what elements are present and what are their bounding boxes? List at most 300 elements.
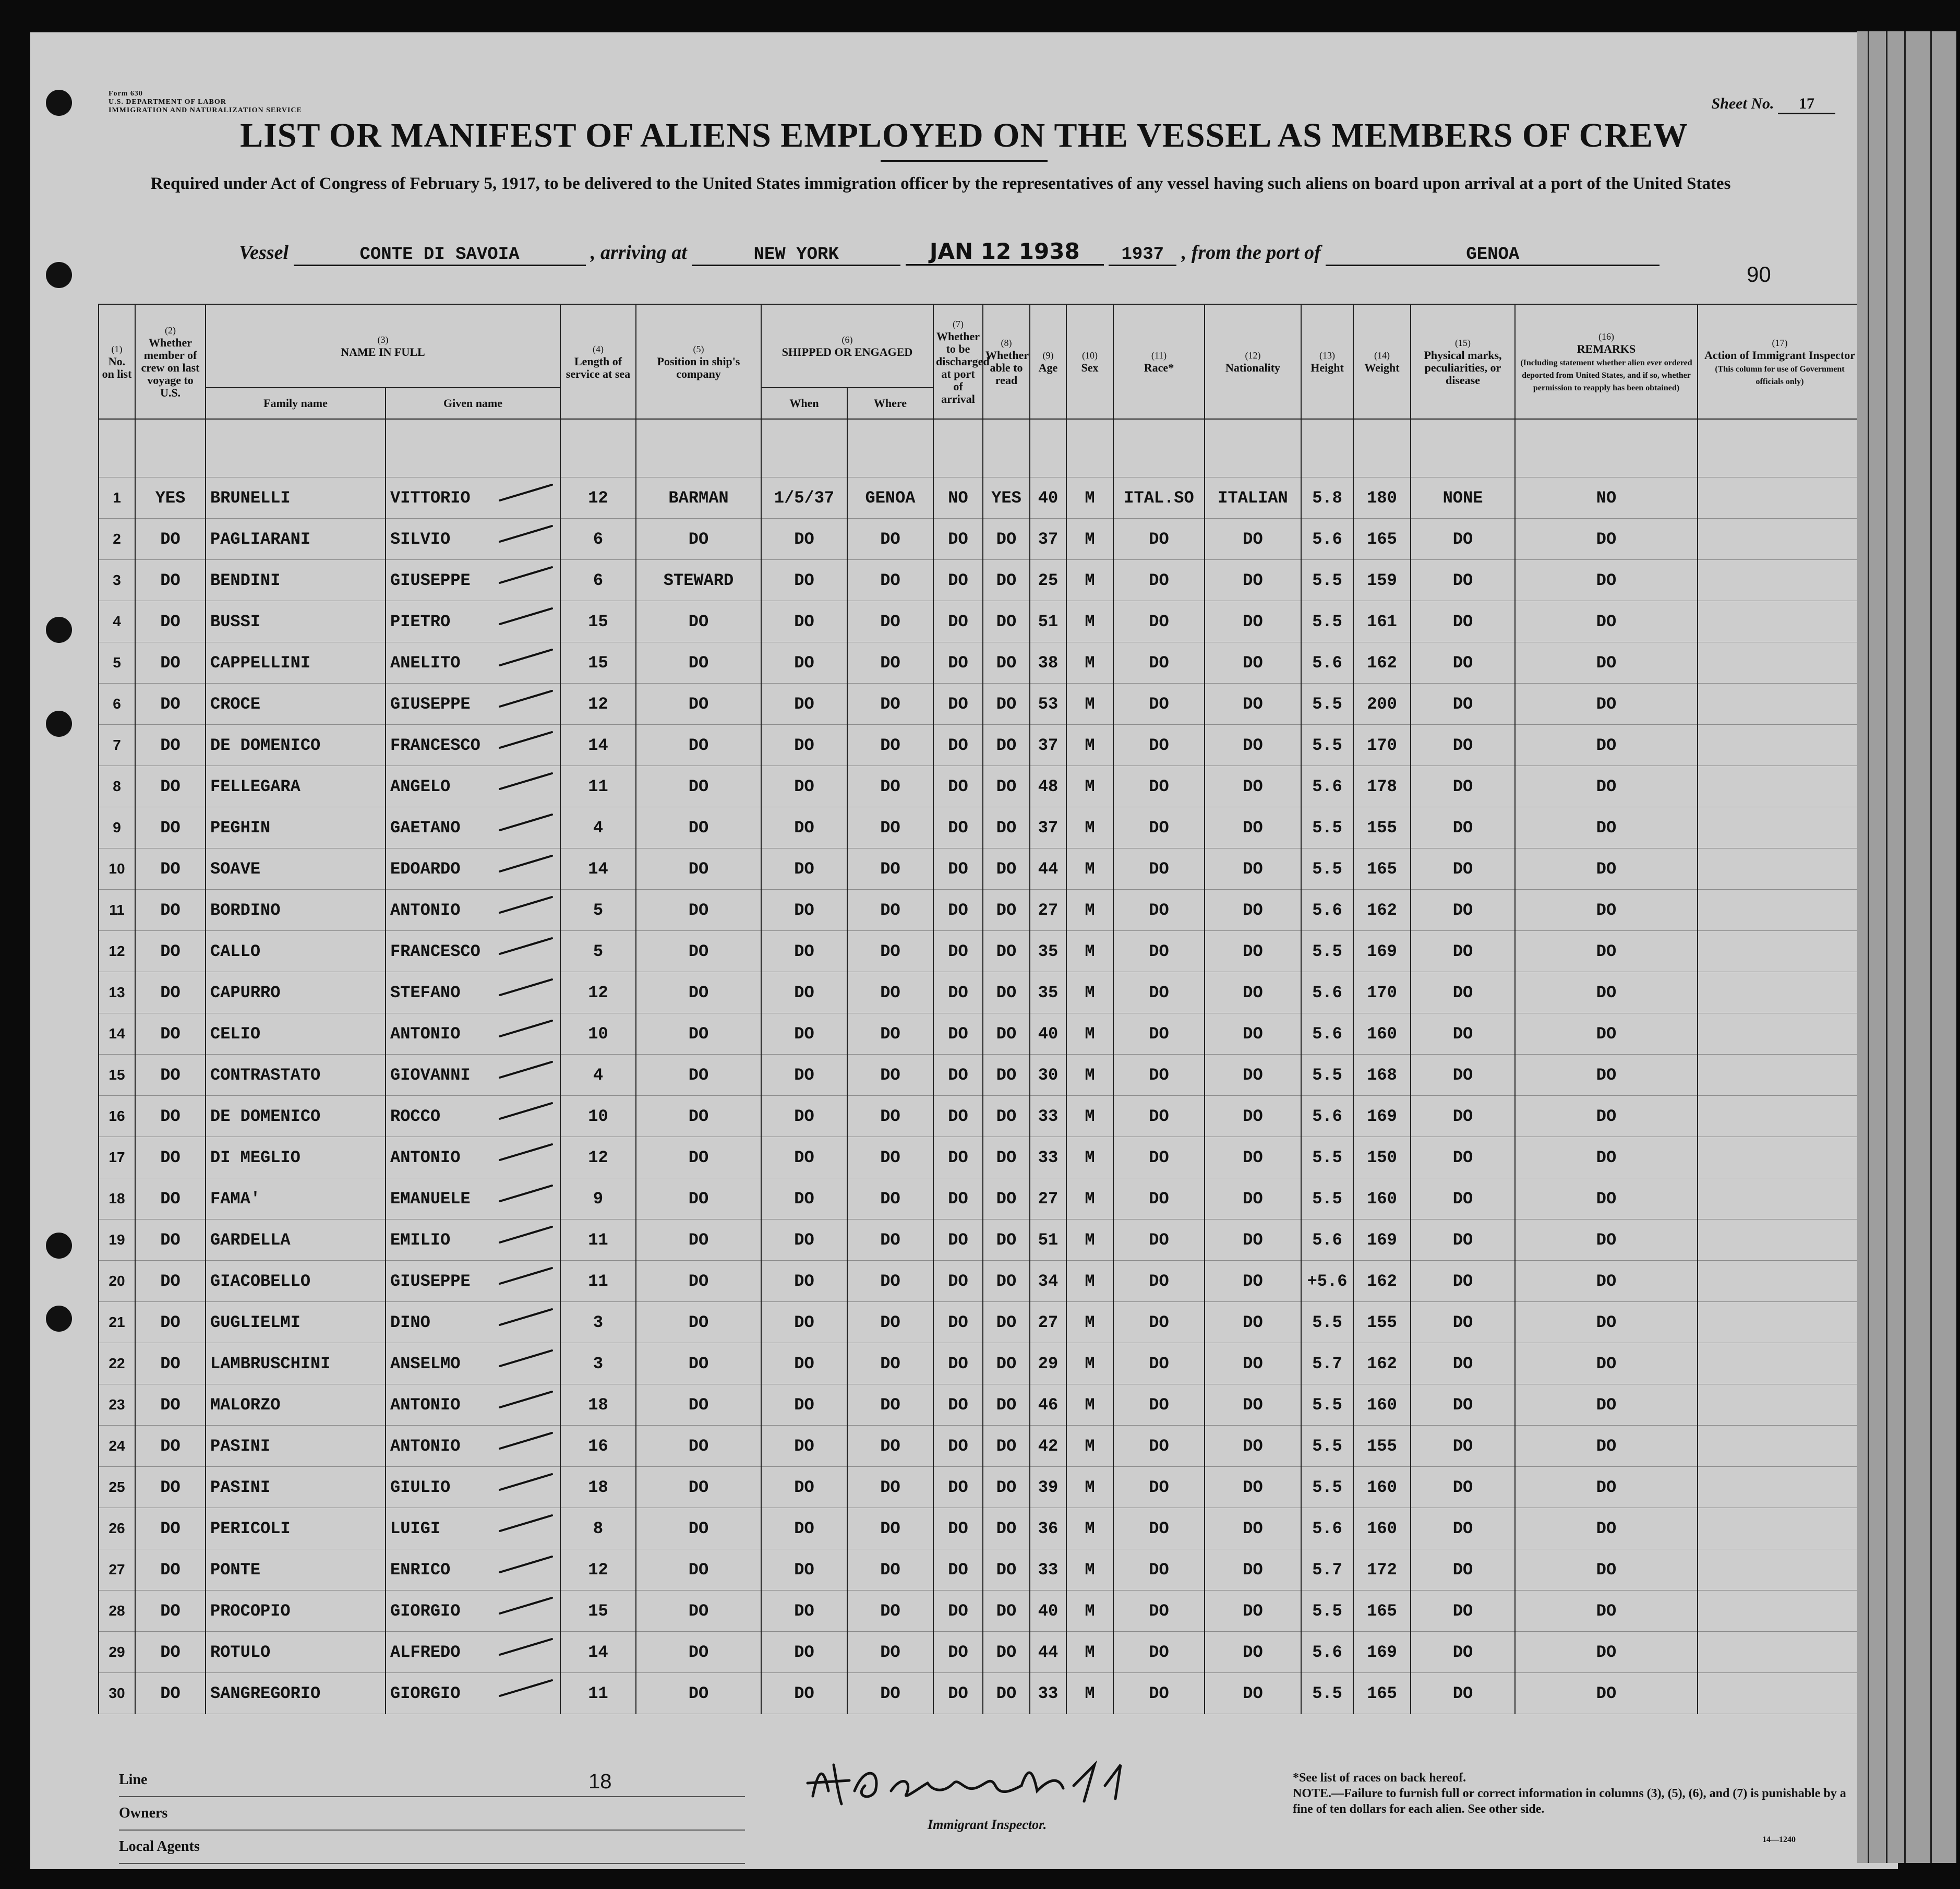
cell-age: 34 <box>1030 1261 1066 1302</box>
cell-sex: M <box>1066 519 1113 560</box>
col-label: Race* <box>1144 361 1174 374</box>
cell-length-of-service: 4 <box>560 1055 636 1096</box>
cell-sex: M <box>1066 1591 1113 1632</box>
cell-inspector-action <box>1698 1302 1862 1343</box>
col-label: SHIPPED OR ENGAGED <box>781 345 913 358</box>
cell-sex: M <box>1066 1632 1113 1673</box>
cell-shipped-where: DO <box>847 1096 933 1137</box>
cell-family-name: CROCE <box>206 684 386 725</box>
col-number: (16) <box>1598 331 1614 342</box>
col-header-14 <box>1353 304 1411 419</box>
cell-height: 5.6 <box>1301 1013 1353 1055</box>
cell-inspector-action <box>1698 890 1862 931</box>
cell-discharged: DO <box>933 931 983 972</box>
cell-position: DO <box>636 1220 761 1261</box>
cell-sex: M <box>1066 1013 1113 1055</box>
cell-last-voyage: DO <box>135 1673 206 1714</box>
cell-nationality: DO <box>1205 560 1301 601</box>
cell-length-of-service: 12 <box>560 477 636 519</box>
col-label: Length of service at sea <box>566 355 631 380</box>
cell-nationality: DO <box>1205 1096 1301 1137</box>
cell-race: DO <box>1113 1632 1205 1673</box>
col-header-15 <box>1411 304 1515 419</box>
cell-age: 44 <box>1030 848 1066 890</box>
cell-nationality: DO <box>1205 1302 1301 1343</box>
cell-inspector-action <box>1698 1508 1862 1549</box>
cell-able-to-read: DO <box>983 1508 1030 1549</box>
cell-given-name: PIETRO <box>386 601 560 642</box>
table-row <box>99 848 1862 890</box>
cell-row-number: 29 <box>99 1632 135 1673</box>
penalty-note: NOTE.—Failure to furnish full or correct information in columns (3), (5), (6), and (7) is punishable by a fine of ten dollars for each alien. See other side. <box>1293 1787 1846 1816</box>
col-label: Weight <box>1364 361 1400 374</box>
cell-shipped-when: DO <box>761 1343 847 1384</box>
cell-nationality: DO <box>1205 1261 1301 1302</box>
cell-remarks: DO <box>1515 560 1698 601</box>
cell-race: DO <box>1113 766 1205 807</box>
form-number: Form 630 <box>109 90 143 98</box>
cell-sex: M <box>1066 1137 1113 1178</box>
cell-length-of-service: 5 <box>560 931 636 972</box>
cell-discharged: DO <box>933 601 983 642</box>
cell-remarks: DO <box>1515 1467 1698 1508</box>
cell-position: DO <box>636 642 761 684</box>
cell-age: 29 <box>1030 1343 1066 1384</box>
cell-last-voyage: DO <box>135 848 206 890</box>
cell-shipped-when: DO <box>761 1013 847 1055</box>
cell-length-of-service: 12 <box>560 684 636 725</box>
cell-row-number: 10 <box>99 848 135 890</box>
cell-physical-marks: DO <box>1411 519 1515 560</box>
cell-inspector-action <box>1698 519 1862 560</box>
cell-shipped-when: DO <box>761 519 847 560</box>
cell-race: DO <box>1113 642 1205 684</box>
cell-discharged: NO <box>933 477 983 519</box>
table-row <box>99 972 1862 1013</box>
cell-last-voyage: DO <box>135 766 206 807</box>
cell-length-of-service: 15 <box>560 1591 636 1632</box>
cell-nationality: ITALIAN <box>1205 477 1301 519</box>
cell-last-voyage: DO <box>135 1220 206 1261</box>
col-header-9 <box>1030 304 1066 419</box>
cell-age: 40 <box>1030 1591 1066 1632</box>
table-row <box>99 1508 1862 1549</box>
cell-able-to-read: DO <box>983 1549 1030 1591</box>
cell-race: DO <box>1113 1137 1205 1178</box>
cell-shipped-where: DO <box>847 931 933 972</box>
cell-shipped-where: DO <box>847 1343 933 1384</box>
cell-row-number: 11 <box>99 890 135 931</box>
cell-last-voyage: DO <box>135 1013 206 1055</box>
cell-shipped-when: DO <box>761 1426 847 1467</box>
vessel-label: Vessel <box>239 242 288 264</box>
cell-race: DO <box>1113 1055 1205 1096</box>
cell-last-voyage: DO <box>135 519 206 560</box>
cell-position: DO <box>636 890 761 931</box>
col-header-4 <box>560 304 636 419</box>
cell-sex: M <box>1066 848 1113 890</box>
table-row <box>99 1302 1862 1343</box>
cell-physical-marks: DO <box>1411 1096 1515 1137</box>
cell-length-of-service: 3 <box>560 1343 636 1384</box>
cell-weight: 161 <box>1353 601 1411 642</box>
cell-weight: 170 <box>1353 972 1411 1013</box>
cell-shipped-when: DO <box>761 642 847 684</box>
cell-shipped-when: DO <box>761 684 847 725</box>
cell-physical-marks: DO <box>1411 1013 1515 1055</box>
cell-discharged: DO <box>933 1055 983 1096</box>
cell-physical-marks: DO <box>1411 1632 1515 1673</box>
cell-age: 33 <box>1030 1096 1066 1137</box>
col-note: (Including statement whether alien ever ordered deported from United States, and if so, whether permission to reapply has been obtained) <box>1520 358 1692 392</box>
cell-last-voyage: DO <box>135 1261 206 1302</box>
cell-able-to-read: DO <box>983 931 1030 972</box>
cell-last-voyage: DO <box>135 1467 206 1508</box>
cell-discharged: DO <box>933 848 983 890</box>
cell-height: 5.5 <box>1301 1137 1353 1178</box>
title-rule <box>881 160 1048 162</box>
col-number: (12) <box>1245 350 1261 361</box>
cell-nationality: DO <box>1205 931 1301 972</box>
year: 1937 <box>1109 245 1176 266</box>
col-header-13 <box>1301 304 1353 419</box>
cell-age: 36 <box>1030 1508 1066 1549</box>
cell-discharged: DO <box>933 1261 983 1302</box>
cell-weight: 180 <box>1353 477 1411 519</box>
col-label: Age <box>1038 361 1058 374</box>
cell-shipped-when: 1/5/37 <box>761 477 847 519</box>
cell-family-name: FAMA' <box>206 1178 386 1220</box>
cell-able-to-read: DO <box>983 766 1030 807</box>
cell-remarks: DO <box>1515 519 1698 560</box>
cell-nationality: DO <box>1205 1384 1301 1426</box>
cell-discharged: DO <box>933 519 983 560</box>
cell-row-number: 17 <box>99 1137 135 1178</box>
table-row <box>99 807 1862 848</box>
cell-height: 5.5 <box>1301 1591 1353 1632</box>
cell-shipped-when: DO <box>761 1508 847 1549</box>
cell-age: 25 <box>1030 560 1066 601</box>
cell-row-number: 16 <box>99 1096 135 1137</box>
cell-discharged: DO <box>933 1343 983 1384</box>
table-row <box>99 560 1862 601</box>
cell-shipped-where: DO <box>847 1508 933 1549</box>
check-mark <box>497 1554 555 1575</box>
cell-last-voyage: DO <box>135 1632 206 1673</box>
cell-given-name: VITTORIO <box>386 477 560 519</box>
cell-last-voyage: DO <box>135 560 206 601</box>
cell-last-voyage: DO <box>135 684 206 725</box>
check-mark <box>497 1018 555 1039</box>
col-header-2 <box>135 304 206 419</box>
cell-family-name: CALLO <box>206 931 386 972</box>
date-stamp: JAN 12 1938 <box>906 238 1104 266</box>
cell-given-name: ANGELO <box>386 766 560 807</box>
cell-given-name: GIOVANNI <box>386 1055 560 1096</box>
cell-remarks: DO <box>1515 766 1698 807</box>
inspector-label: Immigrant Inspector. <box>928 1817 1047 1832</box>
cell-length-of-service: 15 <box>560 601 636 642</box>
cell-height: 5.8 <box>1301 477 1353 519</box>
cell-shipped-where: GENOA <box>847 477 933 519</box>
check-mark <box>497 771 555 792</box>
cell-given-name: EMILIO <box>386 1220 560 1261</box>
col-number: (1) <box>111 344 123 354</box>
cell-nationality: DO <box>1205 1055 1301 1096</box>
check-mark <box>497 1348 555 1369</box>
cell-last-voyage: DO <box>135 972 206 1013</box>
cell-physical-marks: DO <box>1411 601 1515 642</box>
cell-position: DO <box>636 519 761 560</box>
cell-weight: 169 <box>1353 1632 1411 1673</box>
cell-sex: M <box>1066 931 1113 972</box>
check-mark <box>497 482 555 503</box>
cell-last-voyage: DO <box>135 1178 206 1220</box>
cell-age: 38 <box>1030 642 1066 684</box>
cell-sex: M <box>1066 1426 1113 1467</box>
col-number: (5) <box>693 344 704 354</box>
col-label: Sex <box>1081 361 1099 374</box>
cell-family-name: GUGLIELMI <box>206 1302 386 1343</box>
table-row <box>99 725 1862 766</box>
race-note: *See list of races on back hereof. <box>1293 1771 1466 1785</box>
cell-remarks: DO <box>1515 1508 1698 1549</box>
cell-given-name: ANELITO <box>386 642 560 684</box>
binder-hole <box>46 711 72 737</box>
cell-age: 27 <box>1030 1302 1066 1343</box>
cell-length-of-service: 6 <box>560 519 636 560</box>
cell-discharged: DO <box>933 1384 983 1426</box>
col-number: (9) <box>1042 350 1054 361</box>
cell-nationality: DO <box>1205 1426 1301 1467</box>
cell-shipped-where: DO <box>847 1055 933 1096</box>
cell-physical-marks: DO <box>1411 1426 1515 1467</box>
cell-weight: 169 <box>1353 1096 1411 1137</box>
cell-last-voyage: DO <box>135 1591 206 1632</box>
table-row <box>99 1055 1862 1096</box>
cell-given-name: ENRICO <box>386 1549 560 1591</box>
cell-shipped-where: DO <box>847 1384 933 1426</box>
cell-height: 5.5 <box>1301 1426 1353 1467</box>
cell-race: DO <box>1113 1261 1205 1302</box>
crew-manifest-table <box>98 304 1862 1714</box>
cell-row-number: 6 <box>99 684 135 725</box>
cell-position: STEWARD <box>636 560 761 601</box>
cell-shipped-where: DO <box>847 725 933 766</box>
cell-age: 42 <box>1030 1426 1066 1467</box>
cell-physical-marks: DO <box>1411 1261 1515 1302</box>
cell-length-of-service: 14 <box>560 725 636 766</box>
cell-given-name: STEFANO <box>386 972 560 1013</box>
cell-remarks: DO <box>1515 807 1698 848</box>
cell-inspector-action <box>1698 560 1862 601</box>
cell-age: 30 <box>1030 1055 1066 1096</box>
cell-race: DO <box>1113 601 1205 642</box>
cell-discharged: DO <box>933 807 983 848</box>
cell-inspector-action <box>1698 1384 1862 1426</box>
cell-sex: M <box>1066 684 1113 725</box>
col-number: (17) <box>1772 338 1788 348</box>
cell-position: DO <box>636 1261 761 1302</box>
cell-row-number: 3 <box>99 560 135 601</box>
check-mark <box>497 523 555 544</box>
cell-height: 5.5 <box>1301 1384 1353 1426</box>
cell-row-number: 18 <box>99 1178 135 1220</box>
cell-physical-marks: DO <box>1411 1508 1515 1549</box>
cell-position: DO <box>636 766 761 807</box>
cell-last-voyage: DO <box>135 807 206 848</box>
cell-inspector-action <box>1698 1343 1862 1384</box>
cell-last-voyage: DO <box>135 1096 206 1137</box>
cell-given-name: FRANCESCO <box>386 725 560 766</box>
cell-last-voyage: DO <box>135 890 206 931</box>
sheet-number-value: 17 <box>1778 95 1835 114</box>
cell-sex: M <box>1066 972 1113 1013</box>
cell-physical-marks: DO <box>1411 972 1515 1013</box>
table-row <box>99 477 1862 519</box>
cell-discharged: DO <box>933 725 983 766</box>
cell-position: DO <box>636 1426 761 1467</box>
cell-discharged: DO <box>933 684 983 725</box>
cell-weight: 155 <box>1353 1426 1411 1467</box>
cell-length-of-service: 3 <box>560 1302 636 1343</box>
cell-given-name: DINO <box>386 1302 560 1343</box>
cell-shipped-where: DO <box>847 972 933 1013</box>
cell-race: DO <box>1113 1013 1205 1055</box>
cell-row-number: 28 <box>99 1591 135 1632</box>
check-mark <box>497 647 555 668</box>
cell-able-to-read: DO <box>983 1384 1030 1426</box>
cell-given-name: LUIGI <box>386 1508 560 1549</box>
binder-hole <box>46 90 72 116</box>
subheader-family-name: Family name <box>206 388 386 419</box>
binder-hole <box>46 1306 72 1332</box>
cell-position: BARMAN <box>636 477 761 519</box>
cell-last-voyage: DO <box>135 1426 206 1467</box>
cell-able-to-read: DO <box>983 890 1030 931</box>
cell-family-name: BENDINI <box>206 560 386 601</box>
cell-row-number: 22 <box>99 1343 135 1384</box>
cell-discharged: DO <box>933 1302 983 1343</box>
cell-sex: M <box>1066 1220 1113 1261</box>
cell-remarks: DO <box>1515 1673 1698 1714</box>
manifest-sheet <box>30 32 1898 1869</box>
table-row <box>99 1096 1862 1137</box>
check-mark <box>497 606 555 627</box>
cell-height: 5.7 <box>1301 1343 1353 1384</box>
cell-family-name: DE DOMENICO <box>206 1096 386 1137</box>
footer-notes <box>1293 1770 1867 1817</box>
cell-family-name: SANGREGORIO <box>206 1673 386 1714</box>
cell-given-name: ANTONIO <box>386 1426 560 1467</box>
cell-given-name: EMANUELE <box>386 1178 560 1220</box>
cell-last-voyage: DO <box>135 1384 206 1426</box>
cell-physical-marks: DO <box>1411 807 1515 848</box>
cell-last-voyage: DO <box>135 642 206 684</box>
cell-inspector-action <box>1698 848 1862 890</box>
col-header-17 <box>1698 304 1862 419</box>
cell-weight: 165 <box>1353 1673 1411 1714</box>
cell-nationality: DO <box>1205 972 1301 1013</box>
cell-height: 5.6 <box>1301 519 1353 560</box>
cell-inspector-action <box>1698 1096 1862 1137</box>
cell-shipped-where: DO <box>847 890 933 931</box>
cell-family-name: PEGHIN <box>206 807 386 848</box>
cell-age: 53 <box>1030 684 1066 725</box>
cell-family-name: PAGLIARANI <box>206 519 386 560</box>
cell-remarks: DO <box>1515 1013 1698 1055</box>
cell-family-name: PASINI <box>206 1426 386 1467</box>
cell-weight: 162 <box>1353 1343 1411 1384</box>
cell-able-to-read: DO <box>983 642 1030 684</box>
cell-race: DO <box>1113 1508 1205 1549</box>
col-header-8 <box>983 304 1030 419</box>
cell-age: 40 <box>1030 1013 1066 1055</box>
service-name: IMMIGRATION AND NATURALIZATION SERVICE <box>109 106 302 114</box>
cell-given-name: ANTONIO <box>386 1137 560 1178</box>
table-row <box>99 1220 1862 1261</box>
cell-age: 35 <box>1030 931 1066 972</box>
cell-remarks: DO <box>1515 1302 1698 1343</box>
check-mark <box>497 1678 555 1699</box>
check-mark <box>497 1142 555 1163</box>
cell-discharged: DO <box>933 1591 983 1632</box>
cell-physical-marks: DO <box>1411 1467 1515 1508</box>
cell-age: 46 <box>1030 1384 1066 1426</box>
table-row <box>99 931 1862 972</box>
cell-sex: M <box>1066 642 1113 684</box>
col-header-3 <box>206 304 560 388</box>
cell-able-to-read: DO <box>983 807 1030 848</box>
cell-given-name: ANSELMO <box>386 1343 560 1384</box>
cell-inspector-action <box>1698 1591 1862 1632</box>
cell-remarks: DO <box>1515 642 1698 684</box>
col-header-5 <box>636 304 761 419</box>
cell-remarks: DO <box>1515 848 1698 890</box>
department-name: U.S. DEPARTMENT OF LABOR <box>109 98 226 106</box>
cell-last-voyage: DO <box>135 1343 206 1384</box>
table-row <box>99 1467 1862 1508</box>
cell-shipped-where: DO <box>847 1673 933 1714</box>
cell-shipped-when: DO <box>761 1055 847 1096</box>
cell-shipped-where: DO <box>847 684 933 725</box>
cell-nationality: DO <box>1205 1137 1301 1178</box>
check-mark <box>497 812 555 833</box>
cell-sex: M <box>1066 1508 1113 1549</box>
col-number: (7) <box>953 319 964 329</box>
cell-given-name: GIUSEPPE <box>386 684 560 725</box>
cell-weight: 165 <box>1353 848 1411 890</box>
check-mark <box>497 565 555 585</box>
cell-height: 5.5 <box>1301 807 1353 848</box>
cell-family-name: BRUNELLI <box>206 477 386 519</box>
cell-sex: M <box>1066 1302 1113 1343</box>
cell-family-name: CAPPELLINI <box>206 642 386 684</box>
cell-family-name: FELLEGARA <box>206 766 386 807</box>
cell-age: 37 <box>1030 725 1066 766</box>
cell-sex: M <box>1066 1673 1113 1714</box>
col-header-7 <box>933 304 990 419</box>
check-mark <box>497 1101 555 1121</box>
cell-position: DO <box>636 1632 761 1673</box>
cell-race: DO <box>1113 1220 1205 1261</box>
cell-length-of-service: 16 <box>560 1426 636 1467</box>
cell-physical-marks: DO <box>1411 1343 1515 1384</box>
cell-physical-marks: DO <box>1411 848 1515 890</box>
cell-remarks: DO <box>1515 972 1698 1013</box>
cell-discharged: DO <box>933 890 983 931</box>
col-number: (4) <box>593 344 604 354</box>
